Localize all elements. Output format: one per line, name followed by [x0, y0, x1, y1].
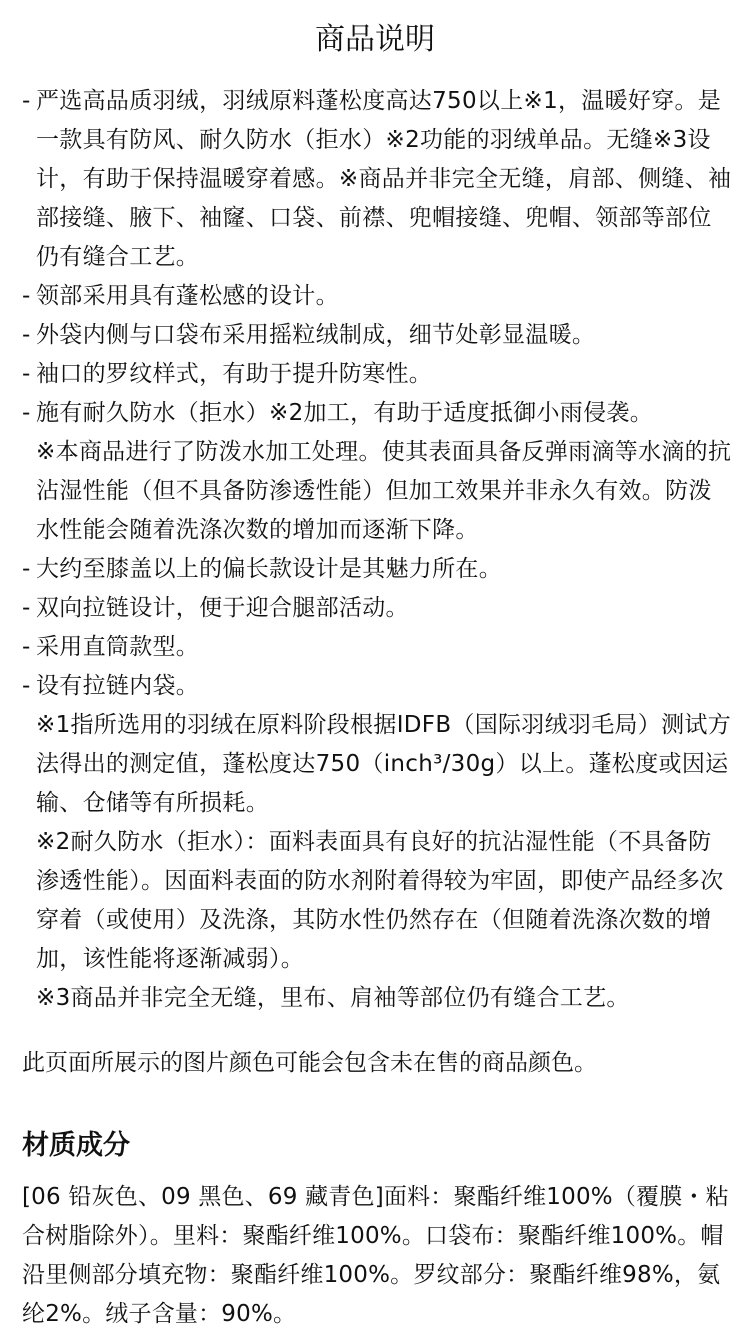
list-item-text: 严选高品质羽绒，羽绒原料蓬松度高达750以上※1，温暖好穿。是一款具有防风、耐久防水（拒水）※2功能的羽绒单品。无缝※3设计，有助于保持温暖穿着感。※商品并非完全无缝，肩部、侧缝、袖部接缝、腋下、袖窿、口袋、前襟、兜帽接缝、兜帽、领部等部位仍有缝合工艺。	[36, 88, 732, 270]
list-item-text: 设有拉链内袋。	[36, 673, 200, 699]
list-item	[22, 433, 734, 550]
list-item	[22, 979, 734, 1018]
list-item-text: 外袋内侧与口袋布采用摇粒绒制成，细节处彰显温暖。	[36, 322, 596, 348]
list-item-text: 施有耐久防水（拒水）※2加工，有助于适度抵御小雨侵袭。	[36, 400, 654, 426]
list-item	[22, 355, 734, 394]
list-item	[22, 277, 734, 316]
list-item	[22, 628, 734, 667]
materials-text: [06 铅灰色、09 黑色、69 藏青色]面料：聚酯纤维100%（覆膜・粘合树脂除外）。里料：聚酯纤维100%。口袋布：聚酯纤维100%。帽沿里侧部分填充物：聚酯纤维100%。罗纹部分：聚酯纤维98%，氨纶2%。绒子含量：90%。	[22, 1184, 729, 1327]
color-notice: 此页面所展示的图片颜色可能会包含未在售的商品颜色。	[22, 1050, 597, 1076]
list-item	[22, 589, 734, 628]
list-item	[22, 706, 734, 823]
list-item-text: ※1指所选用的羽绒在原料阶段根据IDFB（国际羽绒羽毛局）测试方法得出的测定值，蓬松度达750（inch³/30g）以上。蓬松度或因运输、仓储等有所损耗。	[36, 712, 732, 816]
list-item-text: ※2耐久防水（拒水）：面料表面具有良好的抗沾湿性能（不具备防渗透性能）。因面料表面的防水剂附着得较为牢固，即使产品经多次穿着（或使用）及洗涤，其防水性仍然存在（但随着洗涤次数的增加，该性能将逐渐减弱）。	[36, 829, 724, 972]
list-item	[22, 316, 734, 355]
materials-heading: 材质成分	[22, 1130, 130, 1161]
list-item	[22, 82, 734, 277]
list-item-text: 领部采用具有蓬松感的设计。	[36, 283, 339, 309]
list-item-text: 双向拉链设计，便于迎合腿部活动。	[36, 595, 409, 621]
list-item-text: 大约至膝盖以上的偏长款设计是其魅力所在。	[36, 556, 502, 582]
list-item-text: ※本商品进行了防泼水加工处理。使其表面具备反弹雨滴等水滴的抗沾湿性能（但不具备防渗透性能）但加工效果并非永久有效。防泼水性能会随着洗涤次数的增加而逐渐下降。	[36, 439, 732, 543]
list-item	[22, 667, 734, 706]
list-item	[22, 823, 734, 979]
list-item-text: 采用直筒款型。	[36, 634, 200, 660]
list-item	[22, 550, 734, 589]
product-description-list	[22, 82, 734, 1018]
list-item	[22, 394, 734, 433]
page-title: 商品说明	[315, 22, 435, 57]
list-item-text: 袖口的罗纹样式，有助于提升防寒性。	[36, 361, 433, 387]
list-item-text: ※3商品并非完全无缝，里布、肩袖等部位仍有缝合工艺。	[36, 985, 630, 1011]
